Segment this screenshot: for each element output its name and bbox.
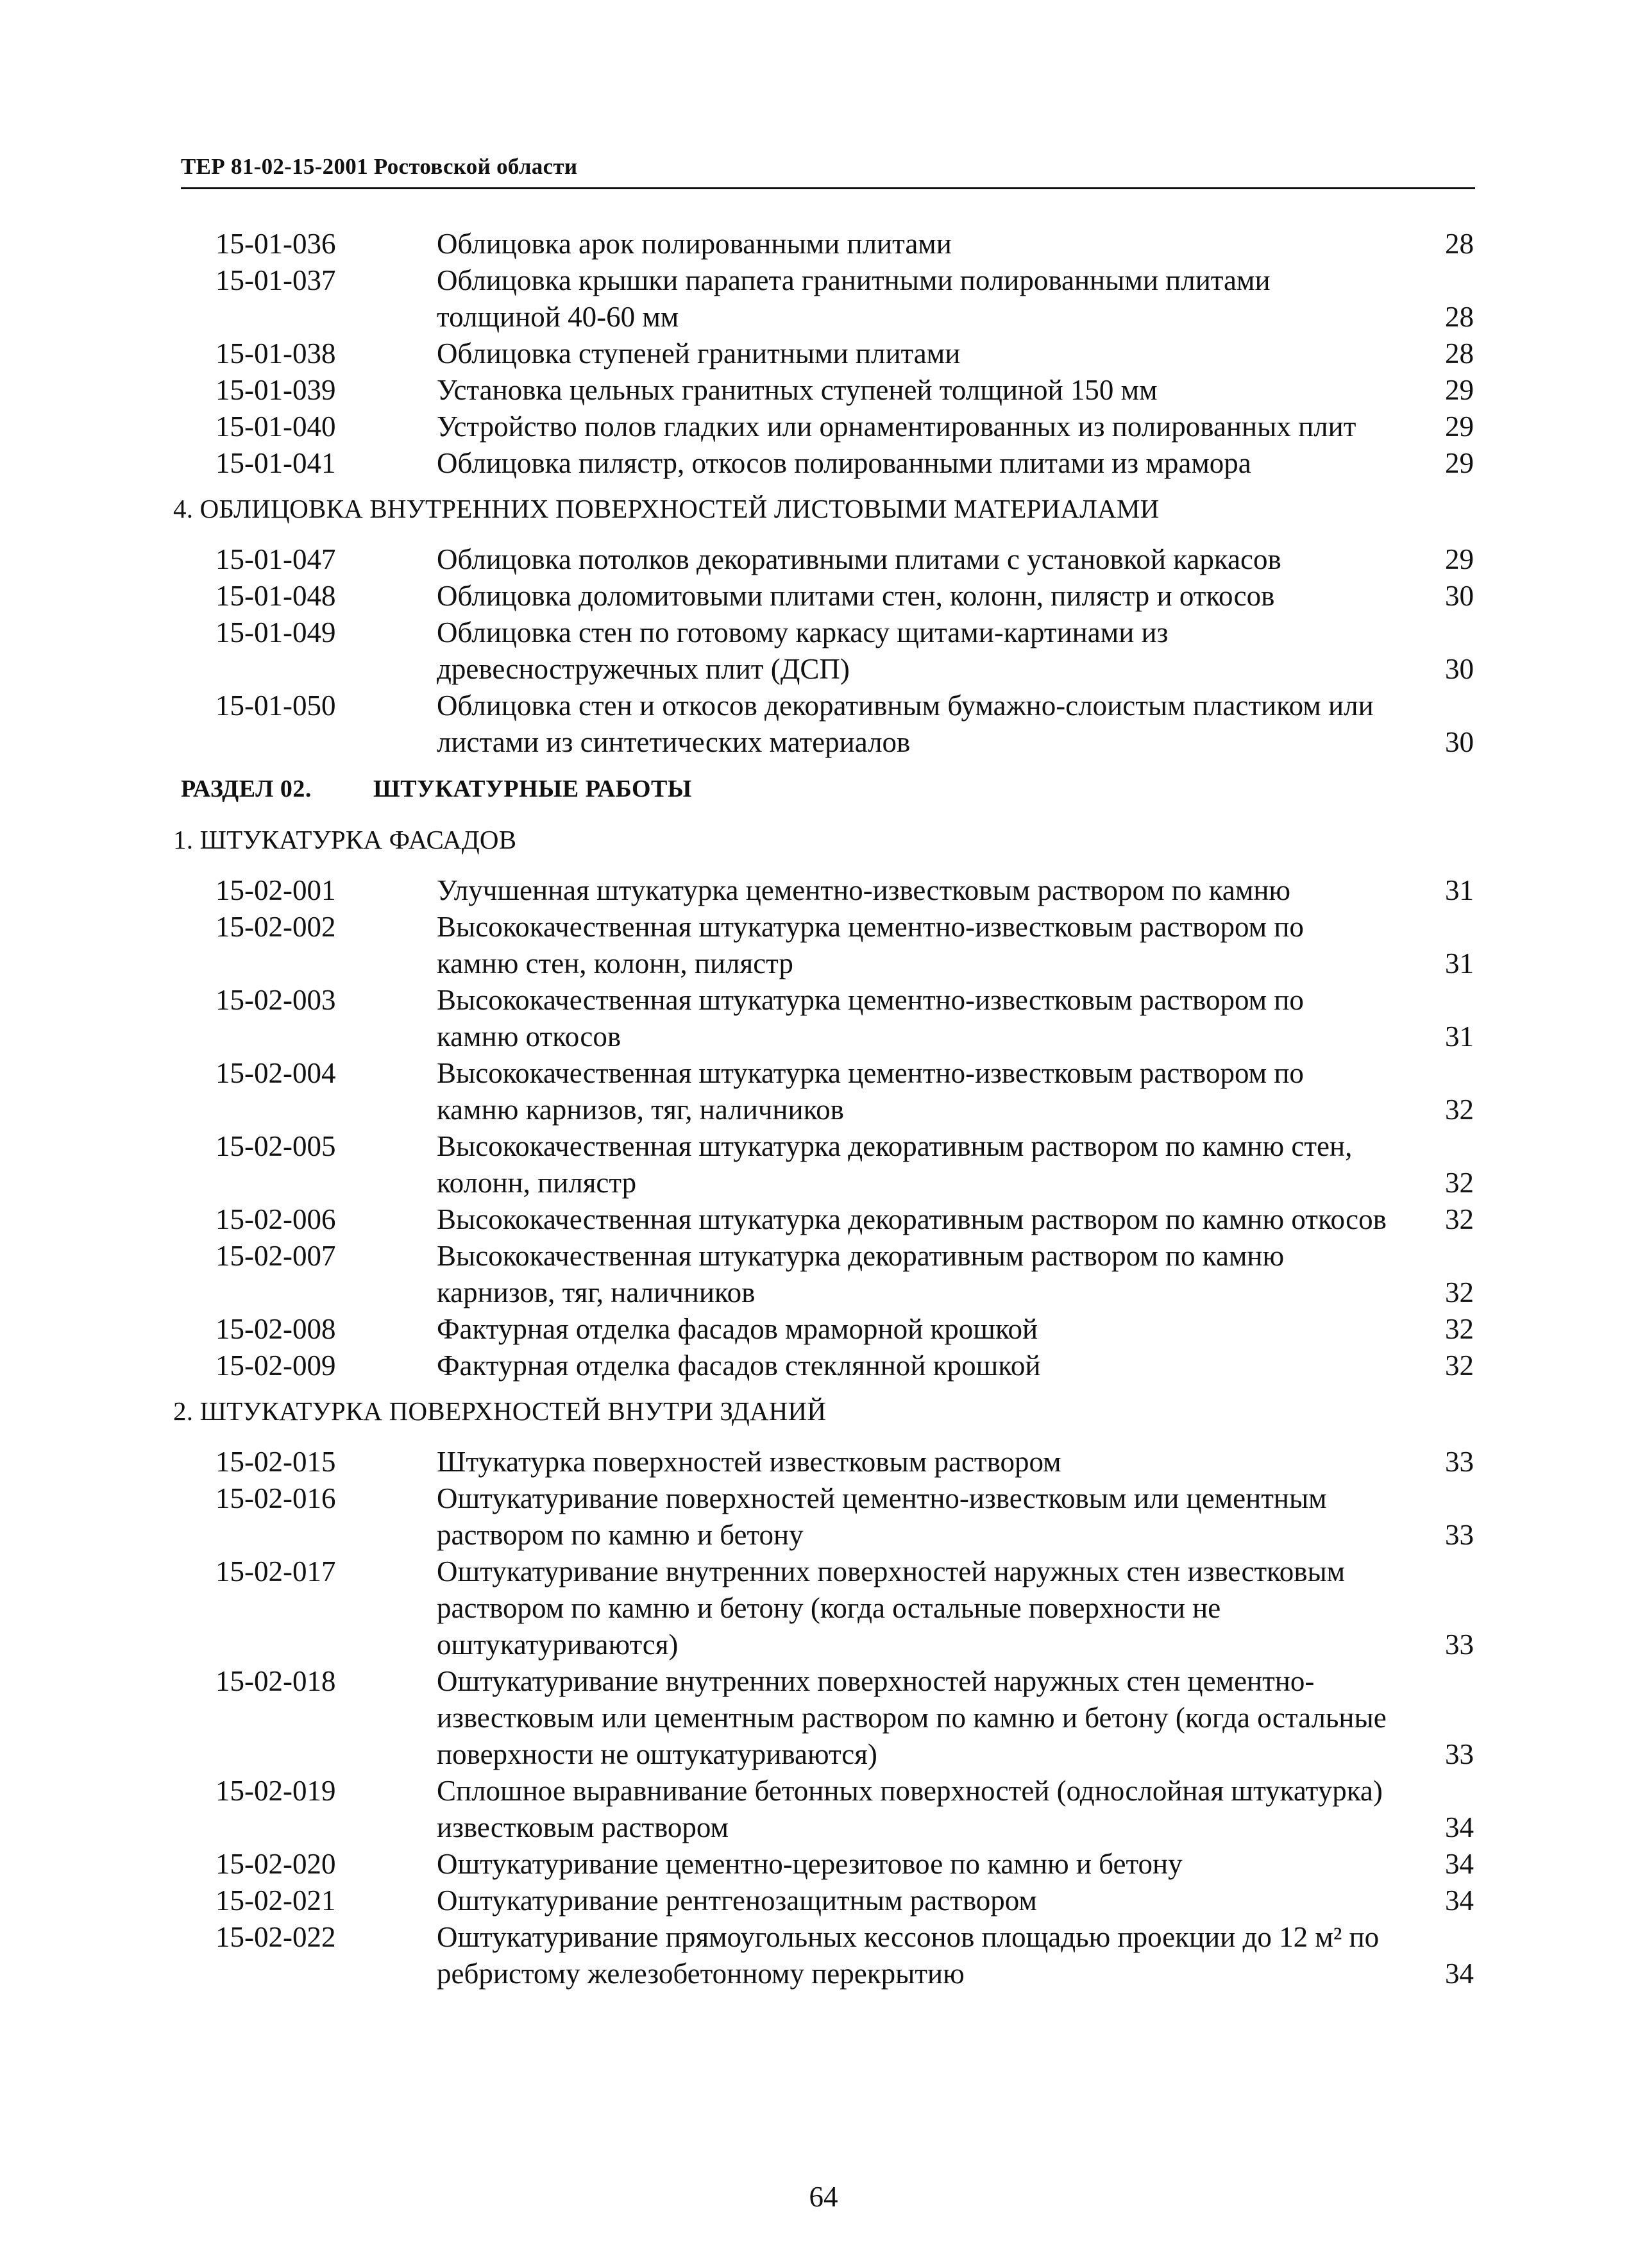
toc-entry <box>173 1663 1482 1773</box>
toc-entry <box>173 335 1482 372</box>
entry-title: Оштукатуривание внутренних поверхностей наружных стен известковым раствором по камню и бетону (когда остальные поверхности не оштукатуриваются) <box>437 1555 1346 1661</box>
entry-page: 30 <box>1445 653 1474 685</box>
entry-page: 31 <box>1445 874 1474 906</box>
toc-entry <box>173 541 1482 578</box>
section-title: ШТУКАТУРНЫЕ РАБОТЫ <box>373 775 692 802</box>
toc-entry <box>173 688 1482 761</box>
toc-entry <box>173 1553 1482 1663</box>
entry-code: 15-01-036 <box>215 228 336 260</box>
entry-title: Оштукатуривание прямоугольных кессонов площадью проекции до 12 м² по ребристому железобетонному перекрытию <box>437 1921 1380 1990</box>
toc-entry <box>173 1480 1482 1553</box>
entry-page: 29 <box>1445 374 1474 406</box>
entry-page: 34 <box>1445 1884 1474 1917</box>
entry-title: Высококачественная штукатурка цементно-известковым раствором по камню откосов <box>437 984 1304 1053</box>
entry-code: 15-01-039 <box>215 374 336 406</box>
toc-entry <box>173 1919 1482 1992</box>
toc-entry <box>173 445 1482 482</box>
entry-title: Установка цельных гранитных ступеней толщиной 150 мм <box>437 374 1158 406</box>
entry-title: Облицовка арок полированными плитами <box>437 228 952 260</box>
entry-code: 15-01-050 <box>215 690 336 722</box>
entry-title: Высококачественная штукатурка цементно-известковым раствором по камню карнизов, тяг, наличников <box>437 1057 1304 1126</box>
entry-title: Облицовка стен и откосов декоративным бумажно-слоистым пластиком или листами из синтетических материалов <box>437 690 1374 758</box>
subsection-heading: 2. ШТУКАТУРКА ПОВЕРХНОСТЕЙ ВНУТРИ ЗДАНИЙ <box>173 1396 827 1426</box>
entry-title: Фактурная отделка фасадов стеклянной крошкой <box>437 1350 1041 1382</box>
toc-entry <box>173 1311 1482 1348</box>
contents-list <box>173 226 1482 1992</box>
section-heading <box>173 771 1482 808</box>
entry-page: 32 <box>1445 1094 1474 1126</box>
entry-page: 28 <box>1445 301 1474 333</box>
entry-title: Оштукатуривание поверхностей цементно-известковым или цементным раствором по камню и бетону <box>437 1482 1327 1551</box>
entry-page: 34 <box>1445 1811 1474 1843</box>
toc-entry <box>173 909 1482 982</box>
entry-page: 30 <box>1445 580 1474 612</box>
entry-page: 33 <box>1445 1738 1474 1770</box>
entry-title: Облицовка пилястр, откосов полированными плитами из мрамора <box>437 447 1251 479</box>
entry-code: 15-01-048 <box>215 580 336 612</box>
toc-entry <box>173 1128 1482 1201</box>
entry-title: Оштукатуривание внутренних поверхностей наружных стен цементно-известковым или цементным раствором по камню и бетону (когда остальные поверхности не оштукатуриваются) <box>437 1665 1387 1770</box>
toc-entry <box>173 1238 1482 1311</box>
entry-title: Фактурная отделка фасадов мраморной крошкой <box>437 1313 1038 1345</box>
entry-code: 15-01-038 <box>215 337 336 369</box>
toc-entry <box>173 1201 1482 1238</box>
running-header: ТЕР 81-02-15-2001 Ростовской области <box>181 149 1475 189</box>
entry-page: 34 <box>1445 1848 1474 1880</box>
entry-code: 15-02-001 <box>215 874 336 906</box>
entry-code: 15-02-002 <box>215 911 336 943</box>
entry-code: 15-02-019 <box>215 1775 336 1807</box>
page-number: 64 <box>809 2181 838 2213</box>
entry-code: 15-01-049 <box>215 616 336 648</box>
entry-title: Сплошное выравнивание бетонных поверхностей (однослойная штукатурка) известковым раствором <box>437 1775 1383 1843</box>
entry-code: 15-02-018 <box>215 1665 336 1697</box>
entry-code: 15-02-007 <box>215 1240 336 1272</box>
entry-code: 15-02-017 <box>215 1555 336 1587</box>
entry-title: Облицовка доломитовыми плитами стен, колонн, пилястр и откосов <box>437 580 1275 612</box>
entry-page: 28 <box>1445 228 1474 260</box>
entry-title: Высококачественная штукатурка декоративным раствором по камню откосов <box>437 1203 1387 1235</box>
entry-page: 32 <box>1445 1276 1474 1308</box>
entry-page: 33 <box>1445 1629 1474 1661</box>
entry-code: 15-01-047 <box>215 543 336 575</box>
entry-title: Улучшенная штукатурка цементно-известковым раствором по камню <box>437 874 1291 906</box>
entry-code: 15-02-008 <box>215 1313 336 1345</box>
toc-entry <box>173 1444 1482 1480</box>
entry-code: 15-02-015 <box>215 1446 336 1478</box>
entry-page: 29 <box>1445 447 1474 479</box>
entry-title: Высококачественная штукатурка цементно-известковым раствором по камню стен, колонн, пилястр <box>437 911 1304 979</box>
entry-page: 31 <box>1445 1020 1474 1053</box>
entry-code: 15-02-006 <box>215 1203 336 1235</box>
entry-title: Штукатурка поверхностей известковым раствором <box>437 1446 1061 1478</box>
subsection-heading: 4. ОБЛИЦОВКА ВНУТРЕННИХ ПОВЕРХНОСТЕЙ ЛИСТОВЫМИ МАТЕРИАЛАМИ <box>173 494 1160 523</box>
toc-entry <box>173 1773 1482 1846</box>
entry-title: Высококачественная штукатурка декоративным раствором по камню стен, колонн, пилястр <box>437 1130 1353 1199</box>
entry-title: Оштукатуривание рентгенозащитным раствором <box>437 1884 1037 1917</box>
entry-code: 15-01-041 <box>215 447 336 479</box>
entry-code: 15-02-003 <box>215 984 336 1016</box>
toc-entry <box>173 1055 1482 1128</box>
entry-page: 28 <box>1445 337 1474 369</box>
toc-entry <box>173 578 1482 614</box>
entry-title: Облицовка ступеней гранитными плитами <box>437 337 961 369</box>
entry-page: 32 <box>1445 1313 1474 1345</box>
entry-page: 29 <box>1445 410 1474 443</box>
entry-title: Облицовка потолков декоративными плитами с установкой каркасов <box>437 543 1281 575</box>
entry-code: 15-02-020 <box>215 1848 336 1880</box>
entry-page: 29 <box>1445 543 1474 575</box>
toc-entry <box>173 1846 1482 1883</box>
entry-code: 15-01-037 <box>215 264 336 296</box>
entry-page: 33 <box>1445 1446 1474 1478</box>
entry-title: Оштукатуривание цементно-церезитовое по камню и бетону <box>437 1848 1183 1880</box>
entry-page: 33 <box>1445 1519 1474 1551</box>
entry-page: 32 <box>1445 1203 1474 1235</box>
entry-title: Устройство полов гладких или орнаментированных из полированных плит <box>437 410 1356 443</box>
entry-code: 15-02-022 <box>215 1921 336 1953</box>
entry-page: 32 <box>1445 1167 1474 1199</box>
toc-entry <box>173 372 1482 409</box>
toc-entry <box>173 262 1482 335</box>
entry-page: 32 <box>1445 1350 1474 1382</box>
toc-entry <box>173 982 1482 1055</box>
entry-code: 15-02-021 <box>215 1884 336 1917</box>
entry-title: Облицовка крышки парапета гранитными полированными плитами толщиной 40-60 мм <box>437 264 1271 333</box>
subsection-heading: 1. ШТУКАТУРКА ФАСАДОВ <box>173 825 517 854</box>
toc-entry <box>173 614 1482 688</box>
entry-code: 15-01-040 <box>215 410 336 443</box>
entry-page: 31 <box>1445 947 1474 979</box>
entry-page: 30 <box>1445 726 1474 758</box>
entry-code: 15-02-005 <box>215 1130 336 1162</box>
toc-entry <box>173 1348 1482 1384</box>
entry-code: 15-02-016 <box>215 1482 336 1514</box>
toc-entry <box>173 409 1482 445</box>
toc-entry <box>173 226 1482 262</box>
entry-title: Высококачественная штукатурка декоративным раствором по камню карнизов, тяг, наличников <box>437 1240 1285 1308</box>
entry-page: 34 <box>1445 1958 1474 1990</box>
section-code: РАЗДЕЛ 02. <box>181 775 312 802</box>
toc-entry <box>173 1883 1482 1919</box>
entry-title: Облицовка стен по готовому каркасу щитами-картинами из древесностружечных плит (ДСП) <box>437 616 1169 685</box>
entry-code: 15-02-004 <box>215 1057 336 1089</box>
toc-entry <box>173 872 1482 909</box>
entry-code: 15-02-009 <box>215 1350 336 1382</box>
